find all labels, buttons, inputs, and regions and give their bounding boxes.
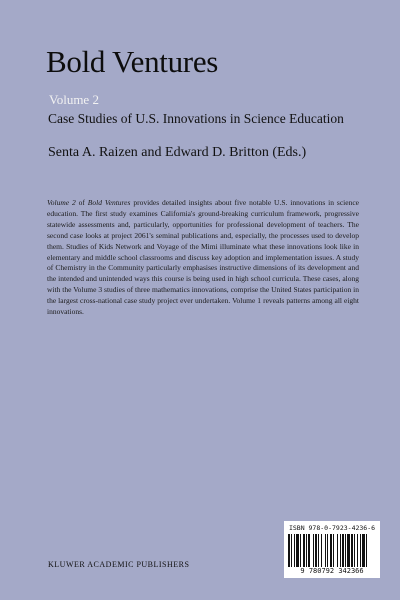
blurb-title-ref: Bold Ventures [87,198,131,207]
barcode [284,521,380,578]
book-title: Bold Ventures [46,44,219,79]
blurb-volume-ref: Volume 2 [47,198,76,207]
barcode-number: 9 780792 342366 [300,567,364,575]
editors: Senta A. Raizen and Edward D. Britton (Eds.) [48,145,307,160]
blurb-text: provides detailed insights about five notable U.S. innovations in science education. The first study examines California's ground-breaking curriculum framework, progressive statewide assessments and, particularly, opportunities for professional development of teachers. The second case looks at project 2061's seminal publications and, especially, the processes used to develop them. Studies of Kids Network and Voyage of the Mimi illuminate what these innovations look like in elementary and middle school classrooms and discuss key adoption and implementation issues. A study of Chemistry in the Community particularly emphasises instructive dimensions of its development and the intended and unintended ways this course is being used in high school curricula. These cases, along with the Volume 3 studies of three mathematics innovations, comprise the United States participation in the largest cross-national case study project ever undertaken. Volume 1 reveals patterns among all eight innovations. [47,198,359,317]
publisher-name: KLUWER ACADEMIC PUBLISHERS [48,560,190,569]
barcode-bars [288,534,376,567]
volume-label: Volume 2 [49,92,99,107]
isbn-text: ISBN 978-0-7923-4236-6 [288,524,376,532]
book-subtitle: Case Studies of U.S. Innovations in Science Education [48,111,344,126]
blurb-connector: of [75,198,88,207]
description-blurb [47,198,359,318]
